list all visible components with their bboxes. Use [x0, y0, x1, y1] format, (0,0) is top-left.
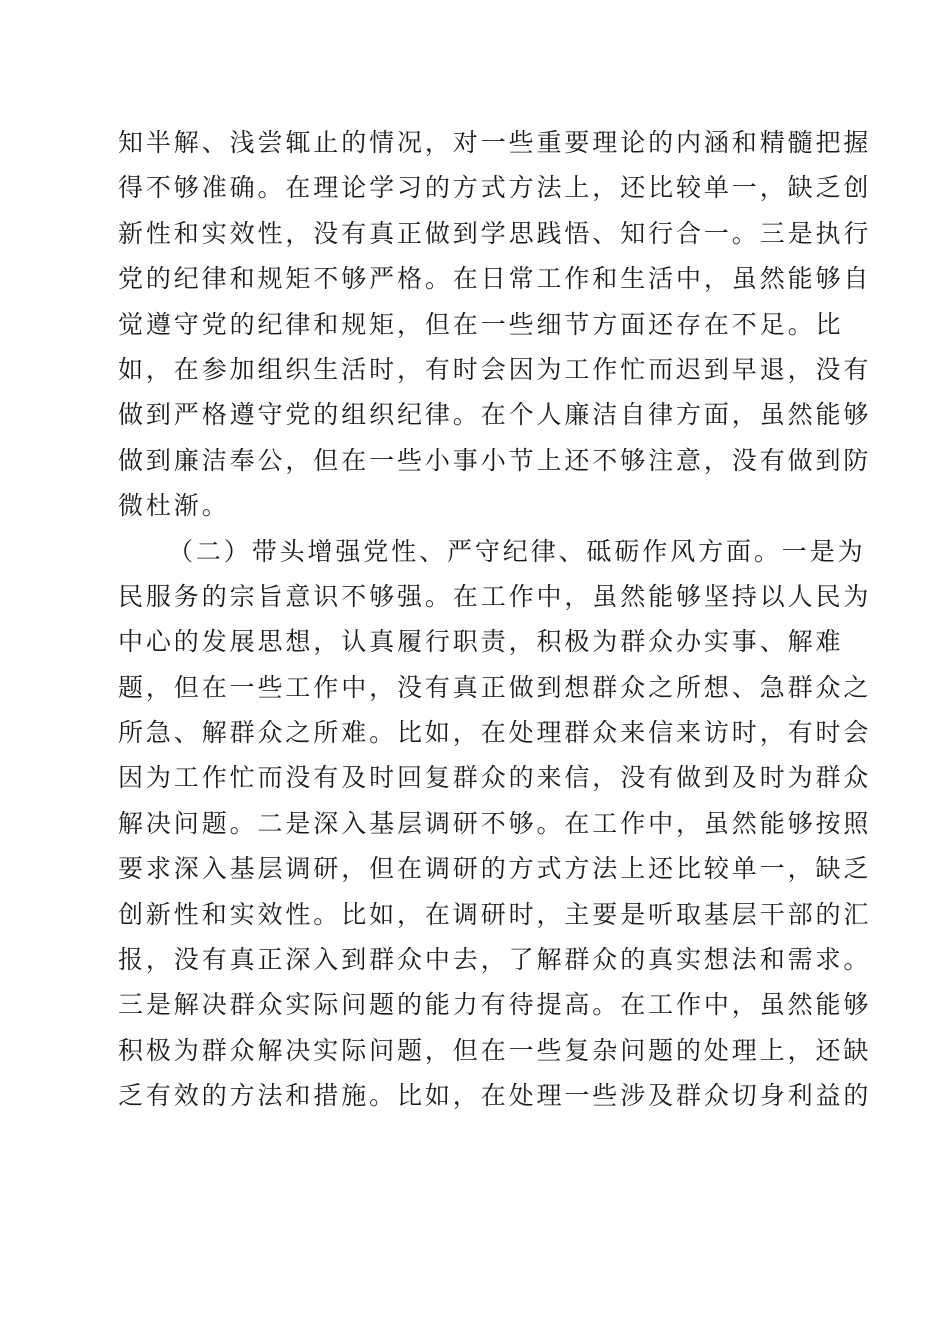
text-line: 觉遵守党的纪律和规矩，但在一些细节方面还存在不足。比 — [118, 309, 844, 339]
text-line: 乏有效的方法和措施。比如，在处理一些涉及群众切身利益的 — [118, 1081, 872, 1111]
text-line: 创新性和实效性。比如，在调研时，主要是听取基层干部的汇 — [118, 899, 872, 929]
text-line: 新性和实效性，没有真正做到学思践悟、知行合一。三是执行 — [118, 218, 872, 248]
text-line: 要求深入基层调研，但在调研的方式方法上还比较单一，缺乏 — [118, 854, 872, 884]
text-line: 所急、解群众之所难。比如，在处理群众来信来访时，有时会 — [118, 718, 872, 748]
text-line: 解决问题。二是深入基层调研不够。在工作中，虽然能够按照 — [118, 808, 872, 838]
text-line: 题，但在一些工作中，没有真正做到想群众之所想、急群众之 — [118, 672, 872, 702]
text-line: 积极为群众解决实际问题，但在一些复杂问题的处理上，还缺 — [118, 1035, 872, 1065]
text-line: 知半解、浅尝辄止的情况，对一些重要理论的内涵和精髓把握 — [118, 128, 872, 157]
text-line: 做到严格遵守党的组织纪律。在个人廉洁自律方面，虽然能够 — [118, 400, 872, 430]
body-text — [118, 120, 872, 1119]
text-line: 微杜渐。 — [118, 491, 230, 521]
text-line: 做到廉洁奉公，但在一些小事小节上还不够注意，没有做到防 — [118, 445, 872, 475]
text-line: 报，没有真正深入到群众中去，了解群众的真实想法和需求。 — [118, 945, 872, 975]
text-line: 党的纪律和规矩不够严格。在日常工作和生活中，虽然能够自 — [118, 264, 872, 294]
text-line: 三是解决群众实际问题的能力有待提高。在工作中，虽然能够 — [118, 990, 872, 1020]
section-heading-line: （二）带头增强党性、严守纪律、砥砺作风方面。一是为 — [168, 536, 866, 566]
text-line: 得不够准确。在理论学习的方式方法上，还比较单一，缺乏创 — [118, 173, 872, 203]
text-line: 如，在参加组织生活时，有时会因为工作忙而迟到早退，没有 — [118, 354, 872, 384]
text-line: 因为工作忙而没有及时回复群众的来信，没有做到及时为群众 — [118, 763, 872, 793]
text-line: 中心的发展思想，认真履行职责，积极为群众办实事、解难 — [118, 627, 844, 657]
text-line: 民服务的宗旨意识不够强。在工作中，虽然能够坚持以人民为 — [118, 581, 872, 611]
